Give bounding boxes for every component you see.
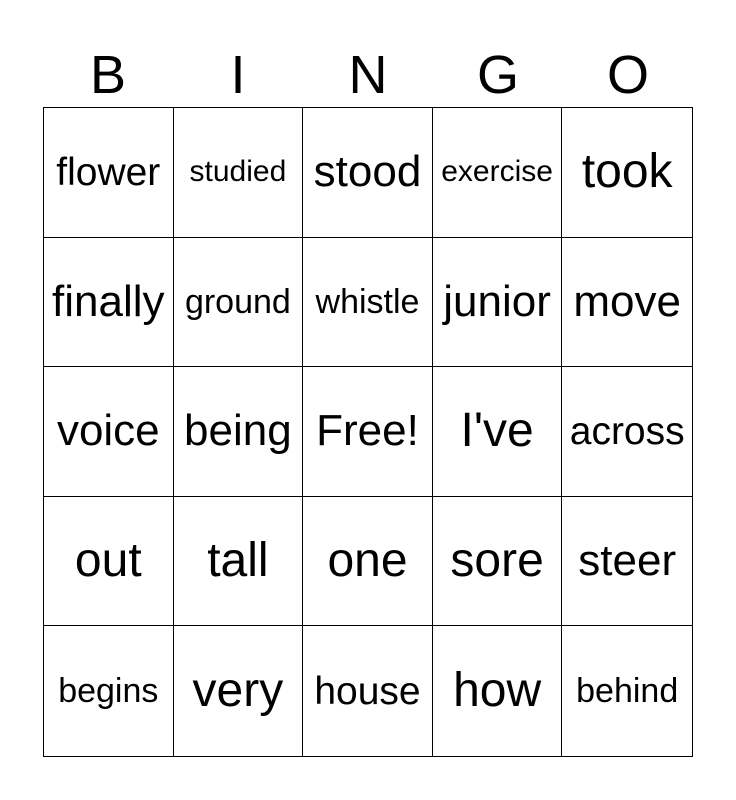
bingo-grid: [44, 108, 692, 756]
cell-word: voice: [56, 406, 160, 456]
bingo-cell-r5-c4: [433, 626, 563, 756]
cell-word: across: [569, 409, 685, 453]
bingo-cell-r4-c1: [44, 497, 174, 627]
bingo-cell-r5-c3: [303, 626, 433, 756]
header-letter-o: O: [606, 45, 649, 105]
cell-word: house: [314, 669, 421, 713]
cell-word: finally: [52, 276, 165, 326]
header-letter-i: I: [230, 45, 246, 105]
bingo-cell-r4-c4: [433, 497, 563, 627]
bingo-cell-r3-c4: [433, 367, 563, 497]
cell-word: whistle: [315, 282, 420, 321]
cell-word: one: [327, 534, 408, 588]
cell-word: very: [192, 664, 284, 718]
cell-word: behind: [576, 672, 679, 711]
bingo-cell-r4-c5: [562, 497, 692, 627]
cell-word: junior: [443, 276, 551, 326]
header-letter-g: G: [476, 45, 519, 105]
cell-word: flower: [56, 150, 161, 194]
bingo-cell-r1-c2: [174, 108, 304, 238]
bingo-cell-r5-c2: [174, 626, 304, 756]
bingo-cell-r1-c5: [562, 108, 692, 238]
header-letter-b: B: [89, 45, 127, 105]
bingo-cell-r2-c3: [303, 238, 433, 368]
bingo-cell-r3-c5: [562, 367, 692, 497]
cell-word: how: [453, 664, 542, 718]
bingo-cell-r4-c3: [303, 497, 433, 627]
cell-word: steer: [578, 536, 677, 586]
cell-word: exercise: [441, 155, 553, 189]
bingo-cell-r5-c5: [562, 626, 692, 756]
bingo-cell-r2-c5: [562, 238, 692, 368]
header-letter-n: N: [348, 45, 388, 105]
cell-word: stood: [313, 147, 422, 197]
cell-word: took: [581, 145, 673, 199]
bingo-cell-r1-c4: [433, 108, 563, 238]
bingo-cell-r2-c1: [44, 238, 174, 368]
bingo-cell-r4-c2: [174, 497, 304, 627]
cell-word: tall: [207, 534, 269, 588]
bingo-cell-r1-c1: [44, 108, 174, 238]
bingo-header: [43, 44, 693, 106]
cell-word: move: [573, 276, 681, 326]
cell-word: being: [184, 406, 292, 456]
cell-word: out: [74, 534, 142, 588]
cell-word: I've: [460, 404, 534, 458]
cell-word: begins: [58, 672, 159, 711]
cell-word: ground: [184, 282, 291, 321]
bingo-cell-r1-c3: [303, 108, 433, 238]
bingo-board: [43, 107, 693, 757]
free-space: Free!: [316, 406, 419, 456]
bingo-cell-r2-c2: [174, 238, 304, 368]
bingo-cell-r3-c2: [174, 367, 304, 497]
cell-word: studied: [189, 155, 287, 189]
bingo-cell-r2-c4: [433, 238, 563, 368]
bingo-cell-r3-c3: [303, 367, 433, 497]
cell-word: sore: [450, 534, 544, 588]
bingo-cell-r5-c1: [44, 626, 174, 756]
bingo-cell-r3-c1: [44, 367, 174, 497]
